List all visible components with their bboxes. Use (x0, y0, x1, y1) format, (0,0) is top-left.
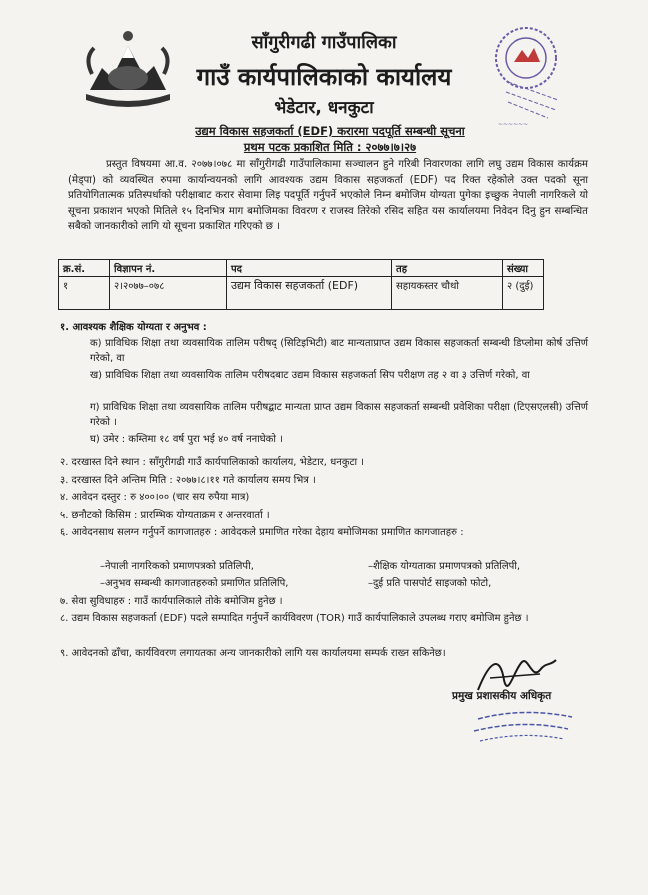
table-cell: २ (दुई) (503, 277, 544, 310)
municipality-name: साँगुरीगढी गाउँपालिका (251, 32, 397, 53)
contact-note: ९. आवेदनको ढाँचा, कार्यविवरण लगायतका अन्य जानकारीको लागि यस कार्यालयमा सम्पर्क राख्न सकिनेछ। (60, 648, 446, 659)
application-fee: ४. आवेदन दस्तुर : रु ४००।०० (चार सय रुपैया मात्र) (60, 492, 250, 503)
table-header-row (59, 260, 544, 277)
table-cell: सहायकस्तर चौथो (392, 277, 503, 310)
table-cell: उद्यम विकास सहजकर्ता (EDF) (227, 277, 392, 310)
intro-text: प्रस्तुत विषयमा आ.व. २०७७।०७८ मा साँगुरीगढी गाउँपालिकामा सञ्चालन हुने गरिबी निवारणका लागि लघु उद्यम विकास कार्यक्रम (मेड्पा) को व्यवस्थित रुपमा कार्यान्वयनको लागि आवश्यक उद्यम विकास सहजकर्ता (EDF) पद रिक्त रहेकोले उक्त पदको सूना प्रतियोगितात्मक प्रतिस्पर्धाको परीक्षाबाट करार सेवामा लिइ पदपूर्ति गर्नुपर्ने भएकोले निम्न बमोजिम योग्यता पुगेका इच्छुक नेपाली नागरिकले यो सूचना प्रकाशन भएको मितिले १५ दिनभित्र माग बमोजिमका विवरण र राजस्व तिरेको रसिद सहित यस कार्यालयमा निवेदन दिनु हुन सम्बन्धित सबैको जानकारीको लागि यो सूचना प्रकाशित गरिएको छ । (68, 159, 588, 233)
table-cell: २।२०७७–०७८ (110, 277, 227, 310)
qualification-item-kha: ख) प्राविधिक शिक्षा तथा व्यवसायिक तालिम परीषदबाट उद्यम विकास सहजकर्ता सिप परीक्षण तह २ वा ३ उत्तिर्ण गरेको, वा (90, 370, 530, 381)
qualification-item-gha: घ) उमेर : कम्तिमा १८ वर्ष पुरा भई ४० वर्ष ननाघेको । (90, 434, 283, 445)
office-address: भेडेटार, धनकुटा (274, 98, 374, 118)
published-date: प्रथम पटक प्रकाशित मिति : २०७७।७।२७ (243, 140, 417, 154)
signatory-title: प्रमुख प्रशासकीय अधिकृत (452, 690, 552, 702)
notice-subject: उद्यम विकास सहजकर्ता (EDF) करारमा पदपूर्ति सम्बन्धी सूचना (195, 124, 465, 138)
application-place: २. दरखास्त दिने स्थान : साँगुरीगढी गाउँ कार्यपालिकाको कार्यालय, भेडेटार, धनकुटा । (60, 457, 365, 468)
table-cell: १ (59, 277, 110, 310)
document-citizenship: –नेपाली नागरिकको प्रमाणपत्रको प्रतिलिपी, (100, 561, 254, 572)
table-header: संख्या (503, 260, 544, 277)
documents-title: ६. आवेदनसाथ सलग्न गर्नुपर्ने कागजातहरु : आवेदकले प्रमाणित गरेका देहाय बमोजिमका प्रमाणित कागजातहरु : (60, 527, 464, 538)
office-name: गाउँ कार्यपालिकाको कार्यालय (196, 63, 452, 91)
intro-paragraph (68, 157, 588, 235)
table-header: तह (392, 260, 503, 277)
document-photo: –दुई प्रति पासपोर्ट साइजको फोटो, (368, 578, 492, 589)
selection-method: ५. छनौटको किसिम : प्रारम्भिक योग्यताक्रम र अन्तरवार्ता । (60, 510, 270, 521)
qualification-title: १. आवश्यक शैक्षिक योग्यता र अनुभव : (60, 322, 207, 333)
service-facilities: ७. सेवा सुविधाहरु : गाउँ कार्यपालिकाले तोके बमोजिम हुनेछ । (60, 596, 283, 607)
vacancy-table (58, 259, 544, 310)
table-header: क्र.सं. (59, 260, 110, 277)
qualification-item-ga: ग) प्राविधिक शिक्षा तथा व्यवसायिक तालिम परीषद्बाट मान्यता प्राप्त उद्यम विकास सहजकर्ता सम्बन्धी प्रवेशिका परीक्षा (टिएसएलसी) उत्तिर्ण गरेको । (90, 402, 588, 428)
qualification-item-ka: क) प्राविधिक शिक्षा तथा व्यवसायिक तालिम परीषद् (सिटिइभिटी) बाट मान्यताप्राप्त उद्यम विकास सहजकर्ता सम्बन्धी डिप्लोमा कोर्ष उत्तिर्ण गरेको, वा (90, 338, 588, 364)
table-header: विज्ञापन नं. (110, 260, 227, 277)
official-stamp-icon (468, 705, 578, 745)
svg-text:~~~~~~: ~~~~~~ (498, 121, 529, 128)
application-deadline: ३. दरखास्त दिने अन्तिम मिति : २०७७।८।११ गते कार्यालय समय भित्र । (60, 475, 316, 486)
table-header: पद (227, 260, 392, 277)
table-row (59, 277, 544, 310)
document-experience: –अनुभव सम्बन्धी कागजातहरुको प्रमाणित प्रतिलिपि, (100, 578, 289, 589)
tor-note: ८. उद्यम विकास सहजकर्ता (EDF) पदले सम्पादित गर्नुपर्ने कार्यविवरण (TOR) गाउँ कार्यपालिकाले उपलब्ध गराए बमोजिम हुनेछ । (60, 613, 529, 624)
document-education: –शैक्षिक योग्यताका प्रमाणपत्रको प्रतिलिपी, (368, 561, 521, 572)
